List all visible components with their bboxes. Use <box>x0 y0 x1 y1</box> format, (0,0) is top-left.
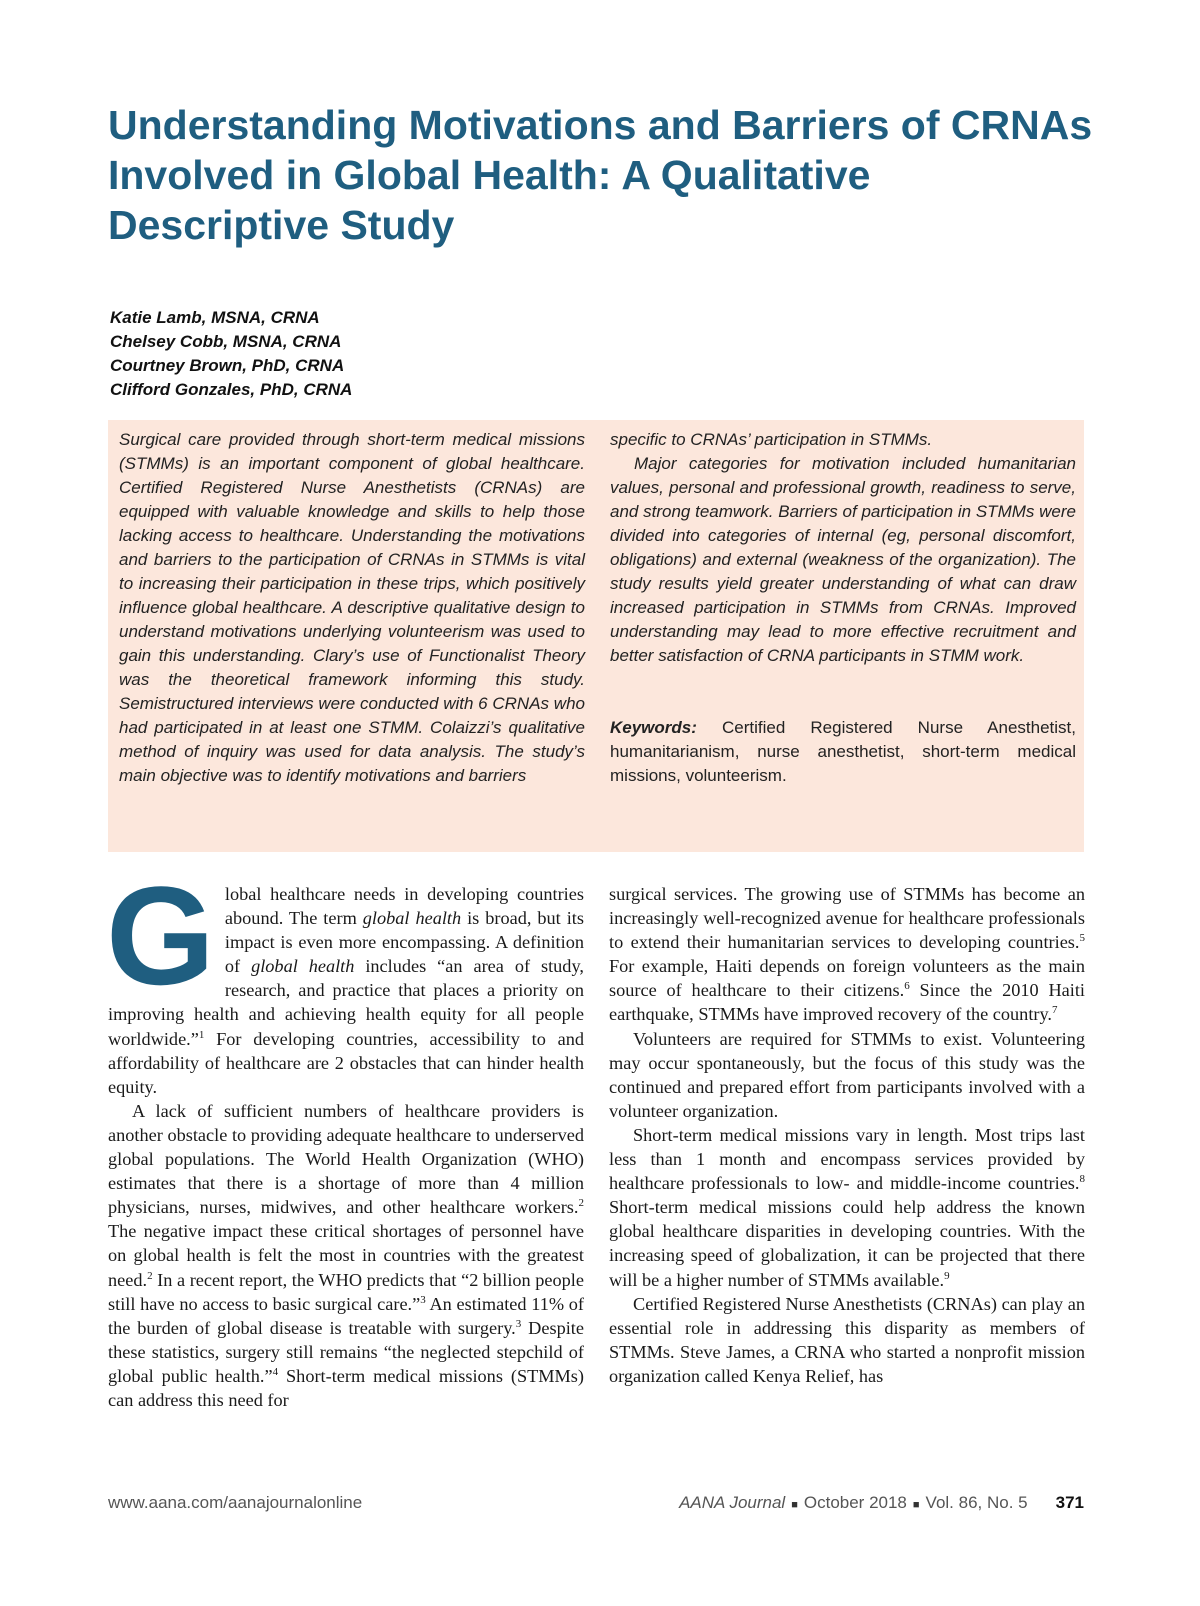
page-number: 371 <box>1055 1493 1084 1512</box>
citation-superscript: 2 <box>147 1269 153 1282</box>
keywords-label: Keywords: <box>610 718 697 737</box>
body-text: Short-term medical missions (STMMs) can address this need for <box>108 1365 584 1410</box>
body-text: The negative impact these critical shortages of personnel have on global health is felt the most in countries with the greatest need. <box>108 1221 584 1290</box>
citation-superscript: 4 <box>272 1365 279 1378</box>
abstract-box <box>108 420 1084 852</box>
body-paragraph-4 <box>609 1123 1085 1292</box>
body-paragraph-2-continued <box>609 882 1085 1027</box>
issue-date: October 2018 <box>803 1493 907 1512</box>
journal-url: www.aana.com/aanajournalonline <box>108 1493 363 1512</box>
journal-citation <box>679 1493 1084 1513</box>
page-footer <box>108 1493 1084 1517</box>
author-name: Chelsey Cobb, MSNA, CRNA <box>110 332 342 351</box>
body-text: An estimated 11% of the burden of global disease is treatable with surgery. <box>108 1293 584 1338</box>
volume-issue: Vol. 86, No. 5 <box>925 1493 1028 1512</box>
citation-superscript: 1 <box>198 1028 205 1041</box>
author-name: Katie Lamb, MSNA, CRNA <box>110 308 320 327</box>
citation-superscript: 7 <box>1052 1004 1058 1017</box>
body-column-right <box>609 882 1085 1388</box>
drop-cap: G <box>106 857 215 1014</box>
body-text: For developing countries, accessibility to and affordability of healthcare are 2 obstacles that can hinder health equity. <box>108 1028 584 1097</box>
body-text: Since the 2010 Haiti earthquake, STMMs have improved recovery of the country. <box>609 980 1085 1025</box>
citation-superscript: 9 <box>944 1269 950 1282</box>
author-name: Courtney Brown, PhD, CRNA <box>110 356 345 375</box>
author-list <box>110 306 352 402</box>
abstract-paragraph-2: Major categories for motivation included humanitarian values, personal and professional growth, readiness to serve, and strong teamwork. Barriers of participation in STMMs were divided into categories of internal (eg, personal discomfort, obligations) and external (weakness of the organization). The study results yield greater understanding of what can draw increased participation in STMMs from CRNAs. Improved understanding may lead to more effective recruitment and better satisfaction of CRNA participants in STMM work. <box>610 454 1076 665</box>
body-text: is broad, but its impact is even more encompassing. A definition of <box>224 908 584 977</box>
body-text: surgical services. The growing use of STMMs has become an increasingly well-recognized avenue for healthcare professionals to extend their humanitarian services to developing countries. <box>609 884 1085 953</box>
body-text: includes “an area of study, research, and practice that places a priority on improving health and achieving health equity for all people worldwide.” <box>108 956 584 1049</box>
body-text: A lack of sufficient numbers of healthcare providers is another obstacle to providing adequate healthcare to underserved global populations. The World Health Organization (WHO) estimates that there is a shortage of more than 4 million physicians, nurses, midwives, and other healthcare workers. <box>108 1100 584 1218</box>
body-paragraph-3: Volunteers are required for STMMs to exist. Volunteering may occur spontaneously, but the focus of this study was the continued and prepared effort from participants involved with a volunteer organization. <box>609 1028 1085 1121</box>
body-paragraph-5: Certified Registered Nurse Anesthetists (CRNAs) can play an essential role in addressing this disparity as members of STMMs. Steve James, a CRNA who started a nonprofit mission organization called Kenya Relief, has <box>609 1293 1085 1386</box>
body-text: In a recent report, the WHO predicts that “2 billion people still have no access to basic surgical care.” <box>108 1269 584 1314</box>
citation-superscript: 3 <box>420 1293 426 1306</box>
body-column-left <box>106 857 584 1412</box>
abstract-paragraph-1: Surgical care provided through short-term medical missions (STMMs) is an important component of global healthcare. Certified Registered Nurse Anesthetists (CRNAs) are equipped with valuable knowledge and skills to help those lacking access to healthcare. Understanding the motivations and barriers to the participation of CRNAs in STMMs is vital to increasing their participation in these trips, which positively influence global healthcare. A descriptive qualitative design to understand motivations underlying volunteerism was used to gain this understanding. Clary’s use of Functionalist Theory was the theoretical framework informing this study. Semistructured interviews were conducted with 6 CRNAs who had participated in at least one STMM. Colaizzi’s qualitative method of inquiry was used for data analysis. The study’s main objective was to identify motivations and barriers <box>119 430 585 785</box>
citation-superscript: 8 <box>1079 1173 1085 1186</box>
abstract-paragraph-1-continued: specific to CRNAs’ participation in STMMs. <box>610 430 933 449</box>
author-name: Clifford Gonzales, PhD, CRNA <box>110 380 353 399</box>
journal-name: AANA Journal <box>679 1493 786 1512</box>
citation-superscript: 6 <box>904 980 910 993</box>
citation-superscript: 5 <box>1079 932 1085 945</box>
article-title: Understanding Motivations and Barriers of CRNAs Involved in Global Health: A Qualitative Descriptive Study <box>108 102 1093 248</box>
body-text: For example, Haiti depends on foreign volunteers as the main source of healthcare to their citizens. <box>609 956 1085 1001</box>
body-text: Despite these statistics, surgery still remains “the neglected stepchild of global public health.” <box>108 1317 584 1386</box>
body-text: lobal healthcare needs in developing countries abound. The term <box>224 884 584 929</box>
body-paragraph-2 <box>108 1099 584 1412</box>
body-text: Short-term medical missions vary in length. Most trips last less than 1 month and encompass services provided by healthcare professionals to low- and middle-income countries. <box>609 1124 1085 1194</box>
abstract-column-left <box>119 428 585 788</box>
body-text-italic: global health <box>362 908 462 929</box>
citation-superscript: 3 <box>515 1317 522 1330</box>
body-text-italic: global health <box>251 956 355 977</box>
body-paragraph-1 <box>106 857 584 1099</box>
citation-superscript: 2 <box>578 1197 584 1210</box>
body-text: Short-term medical missions could help address the known global healthcare disparities in developing countries. With the increasing speed of globalization, it can be projected that there will be a higher number of STMMs available. <box>609 1197 1085 1290</box>
separator-square: ■ <box>912 1499 920 1511</box>
separator-square: ■ <box>791 1499 798 1511</box>
keywords <box>610 716 1076 788</box>
keywords-list: Certified Registered Nurse Anesthetist, humanitarianism, nurse anesthetist, short-term medical missions, volunteerism. <box>610 718 1076 785</box>
abstract-column-right <box>610 428 1076 788</box>
